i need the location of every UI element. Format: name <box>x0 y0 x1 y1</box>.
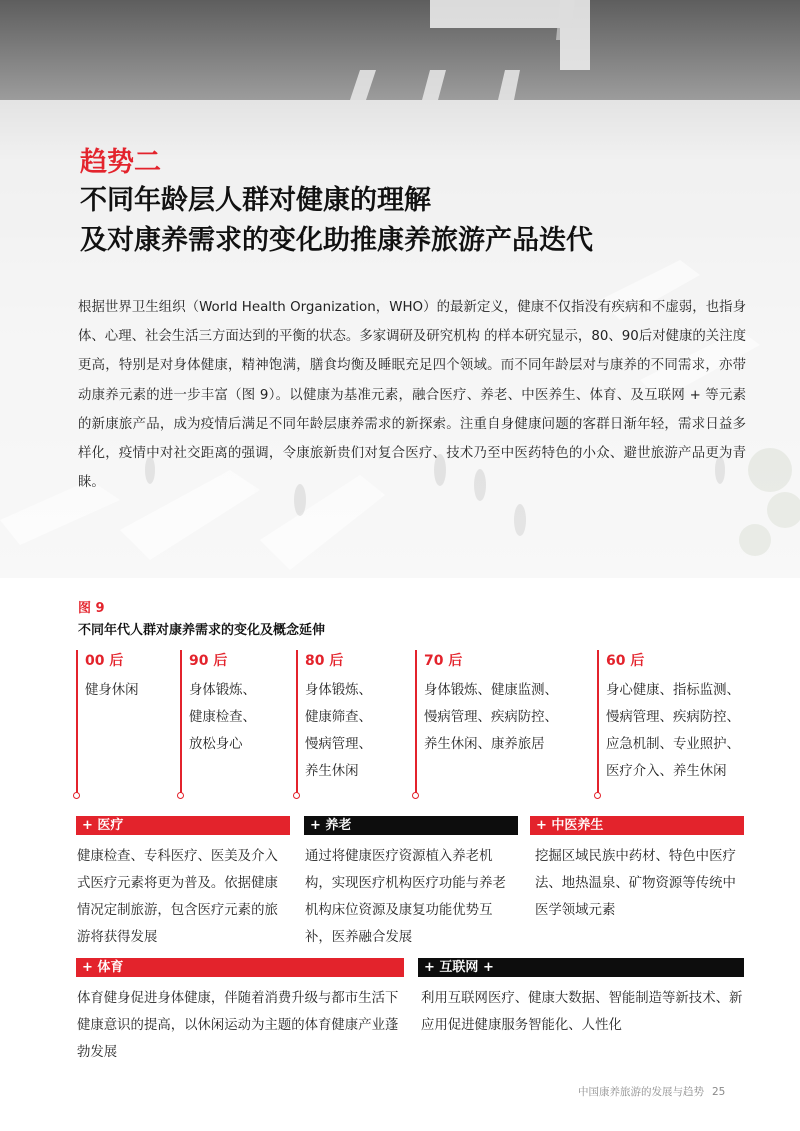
generation-year: 90 后 <box>189 653 228 669</box>
category-bar-elderly-care: + 养老 <box>304 816 518 835</box>
figure-title: 不同年代人群对康养需求的变化及概念延伸 <box>78 623 326 638</box>
trend-title-line1: 不同年龄层人群对健康的理解 <box>80 185 431 216</box>
timeline-line <box>76 650 78 796</box>
need-item: 放松身心 <box>189 737 243 752</box>
need-item: 慢病管理、疾病防控、 <box>606 710 740 725</box>
need-item: 身体锻炼、 <box>189 683 256 698</box>
figure-label: 图 9 <box>78 601 105 616</box>
generation-needs <box>189 677 256 758</box>
trend-label: 趋势二 <box>80 147 161 178</box>
timeline-dot <box>177 792 184 799</box>
category-bar-internet: + 互联网 + <box>418 958 744 977</box>
page-number: 25 <box>712 1086 726 1098</box>
generation-needs <box>85 677 139 704</box>
need-item: 身心健康、指标监测、 <box>606 683 740 698</box>
generation-needs <box>606 677 740 785</box>
timeline-dot <box>594 792 601 799</box>
category-text-internet: 利用互联网医疗、健康大数据、智能制造等新技术、新应用促进健康服务智能化、人性化 <box>421 991 743 1033</box>
category-bar-sports: + 体育 <box>76 958 404 977</box>
generation-year: 80 后 <box>305 653 344 669</box>
timeline-dot <box>73 792 80 799</box>
category-bar-medical: + 医疗 <box>76 816 290 835</box>
need-item: 健康检查、 <box>189 710 256 725</box>
timeline-dot <box>412 792 419 799</box>
timeline-line <box>180 650 182 796</box>
timeline-line <box>597 650 599 796</box>
need-item: 养生休闲、康养旅居 <box>424 737 545 752</box>
category-text-medical: 健康检查、专科医疗、医美及介入式医疗元素将更为普及。依据健康情况定制旅游，包含医疗元素的旅游将获得发展 <box>77 849 278 945</box>
body-paragraph: 根据世界卫生组织（World Health Organization，WHO）的最新定义，健康不仅指没有疾病和不虚弱，也指身体、心理、社会生活三方面达到的平衡的状态。多家调研及研究机构 的样本研究显示，80、90后对健康的关注度更高，特别是对身体健康，精神饱满，膳食均衡及睡眠充足四个领域。而不同年龄层对与康养的不同需求，亦带动康养元素的进一步丰富（图 9）。以健康为基准元素，融合医疗、养老、中医养生、体育、及互联网 + 等元素的新康旅产品，成为疫情后满足不同年龄层康养需求的新探索。注重自身健康问题的客群日渐年轻，需求日益多样化，疫情中对社交距离的强调，令康旅新贵们对复合医疗、技术乃至中医药特色的小众、避世旅游产品更为青睐。 <box>78 300 746 491</box>
category-bar-tcm: + 中医养生 <box>530 816 744 835</box>
need-item: 慢病管理、 <box>305 737 372 752</box>
timeline-line <box>415 650 417 796</box>
generation-needs <box>305 677 372 785</box>
generation-year: 70 后 <box>424 653 463 669</box>
need-item: 应急机制、专业照护、 <box>606 737 740 752</box>
category-text-sports: 体育健身促进身体健康，伴随着消费升级与都市生活下健康意识的提高，以休闲运动为主题的体育健康产业蓬勃发展 <box>77 991 399 1060</box>
generation-needs <box>424 677 558 758</box>
generation-year: 00 后 <box>85 653 124 669</box>
need-item: 医疗介入、养生休闲 <box>606 764 727 779</box>
need-item: 身体锻炼、 <box>305 683 372 698</box>
trend-title-line2: 及对康养需求的变化助推康养旅游产品迭代 <box>80 225 593 256</box>
timeline-dot <box>293 792 300 799</box>
need-item: 身体锻炼、健康监测、 <box>424 683 558 698</box>
need-item: 慢病管理、疾病防控、 <box>424 710 558 725</box>
need-item: 养生休闲 <box>305 764 359 779</box>
generation-year: 60 后 <box>606 653 645 669</box>
need-item: 健康筛查、 <box>305 710 372 725</box>
category-text-elderly-care: 通过将健康医疗资源植入养老机构，实现医疗机构医疗功能与养老机构床位资源及康复功能优势互补，医养融合发展 <box>305 849 506 945</box>
need-item: 健身休闲 <box>85 683 139 698</box>
footer-publication-title: 中国康养旅游的发展与趋势 <box>578 1086 704 1098</box>
timeline-line <box>296 650 298 796</box>
page-footer <box>578 1084 725 1099</box>
category-text-tcm: 挖掘区域民族中药材、特色中医疗法、地热温泉、矿物资源等传统中医学领域元素 <box>535 849 736 918</box>
